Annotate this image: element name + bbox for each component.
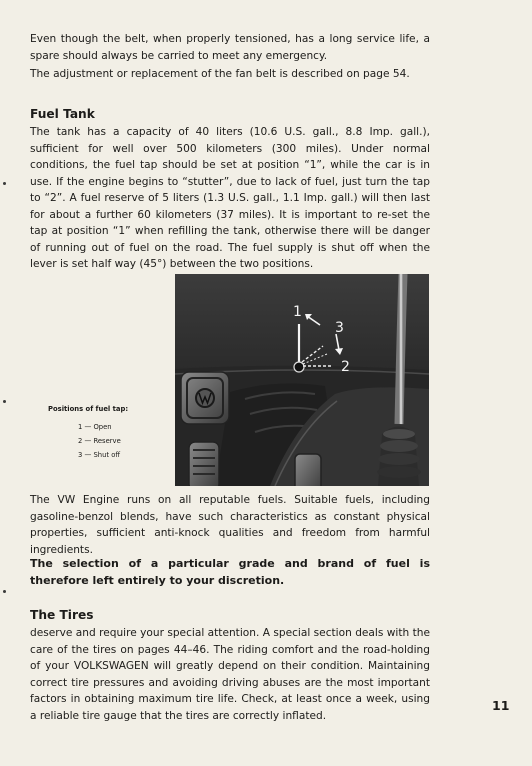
- fuels-paragraph: The VW Engine runs on all reputable fuels. Suitable fuels, including gasoline-benzol blends, have such characteristics as constant physical properties, sufficient anti-knock qualities and freedom from harmful ingredients.: [30, 494, 430, 556]
- caption-item-open: 1 — Open: [78, 423, 112, 431]
- fuel-tap-photo: [175, 274, 429, 486]
- caption-item-reserve: 2 — Reserve: [78, 437, 121, 445]
- binding-hole: [3, 400, 6, 403]
- clutch-pedal: [181, 372, 229, 424]
- binding-hole: [3, 182, 6, 185]
- intro-paragraph-2: The adjustment or replacement of the fan belt is described on page 54.: [30, 68, 410, 80]
- figure-label-1: 1: [293, 304, 302, 320]
- binding-hole: [3, 590, 6, 593]
- caption-item-shut-off: 3 — Shut off: [78, 451, 121, 459]
- fuel-tank-paragraph: The tank has a capacity of 40 liters (10.6 U.S. gall., 8.8 Imp. gall.), sufficient for well over 500 kilometers (300 miles). Under normal conditions, the fuel tap should be set at position “1”, while the car is in use. If the engine begins to “stutter”, due to lack of fuel, just turn the tap to “2”. A fuel reserve of 5 liters (1.3 U.S. gall., 1.1 Imp. gall.) will then last for about a further 60 kilometers (37 miles). It is important to re-set the tap at position “1” when refilling the tank, otherwise there will be danger of running out of fuel on the road. The fuel supply is shut off when the lever is set half way (45°) between the two positions.: [30, 126, 430, 270]
- accelerator-pedal: [295, 454, 321, 486]
- fuel-tank-heading: Fuel Tank: [30, 107, 95, 121]
- figure-caption: [48, 402, 168, 462]
- tires-heading: The Tires: [30, 608, 94, 622]
- vw-logo-icon: [196, 389, 214, 407]
- fuel-selection-statement: The selection of a particular grade and brand of fuel is therefore left entirely to your discretion.: [30, 557, 430, 587]
- intro-paragraph-1: Even though the belt, when properly tensioned, has a long service life, a spare should always be carried to meet any emergency.: [30, 33, 430, 62]
- figure-label-2: 2: [341, 359, 350, 375]
- figure-label-3: 3: [335, 320, 344, 336]
- page-number: 11: [492, 698, 510, 713]
- caption-title: Positions of fuel tap:: [48, 405, 129, 413]
- tires-paragraph: deserve and require your special attention. A special section deals with the care of the tires on pages 44–46. The riding comfort and the road-holding of your VOLKSWAGEN will greatly depend on their condition. Maintaining correct tire pressures and avoiding driving abuses are the most important factors in obtaining maximum tire life. Check, at least once a week, using a reliable tire gauge that the tires are correctly inflated.: [30, 627, 430, 722]
- brake-pedal: [189, 442, 219, 486]
- fuel-tap-illustration: [175, 274, 429, 486]
